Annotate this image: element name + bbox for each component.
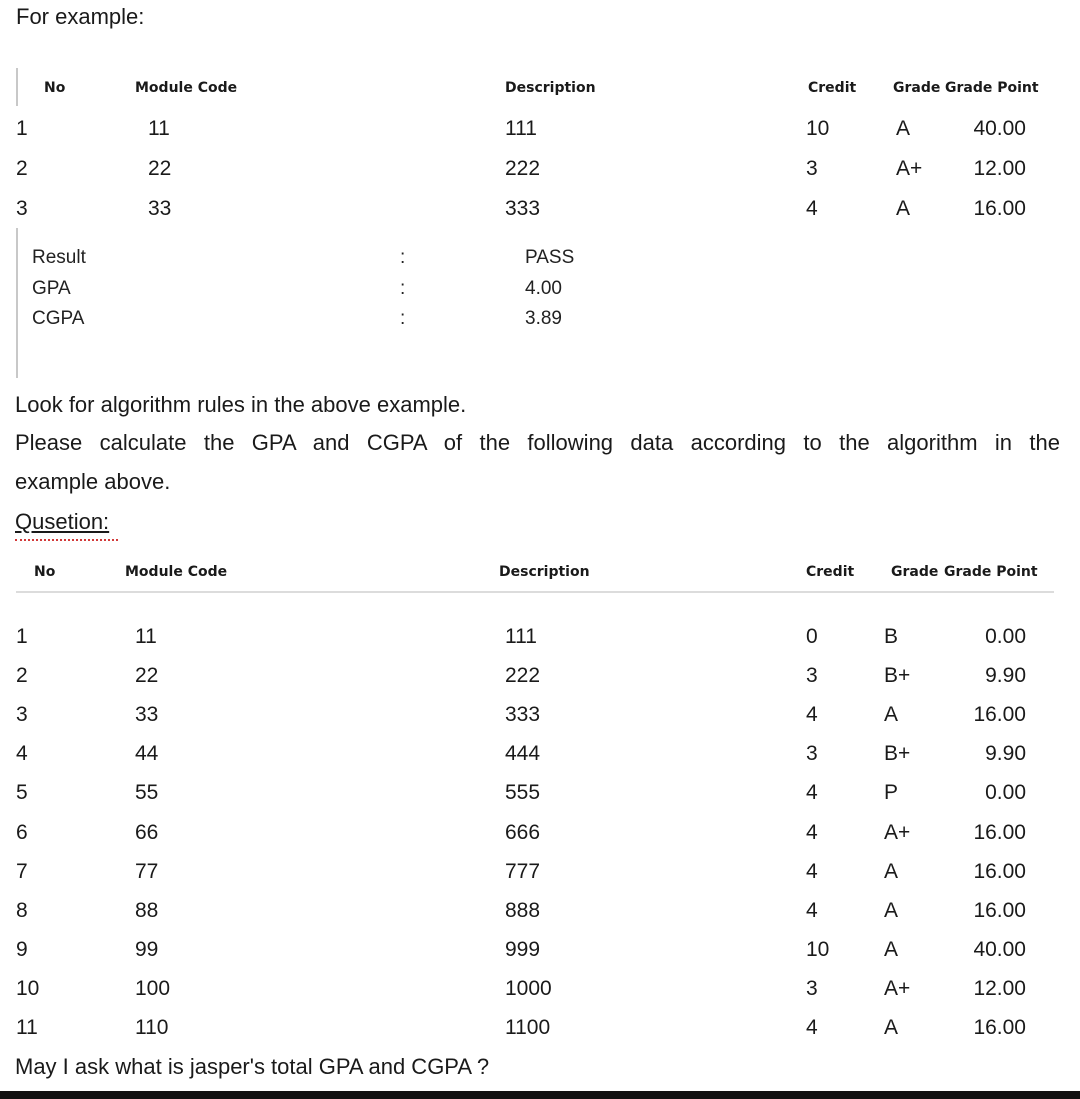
row-description: 222 bbox=[505, 664, 541, 687]
header-grade-point: Grade Point bbox=[944, 564, 1038, 580]
row-grade-point: 40.00 bbox=[973, 117, 1026, 140]
row-description: 222 bbox=[505, 157, 541, 180]
header-credit: Credit bbox=[808, 80, 857, 96]
row-no: 11 bbox=[16, 1016, 38, 1039]
row-module-code: 22 bbox=[135, 664, 159, 687]
row-description: 555 bbox=[505, 781, 541, 804]
row-module-code: 88 bbox=[135, 899, 159, 922]
instruction-line-2: Please calculate the GPA and CGPA of the following data according to the algorithm in the bbox=[15, 430, 1060, 455]
result-value: PASS bbox=[525, 247, 575, 268]
row-grade-point: 16.00 bbox=[973, 899, 1026, 922]
row-no: 1 bbox=[16, 117, 28, 140]
instruction-line-1: Look for algorithm rules in the above example. bbox=[15, 392, 467, 417]
row-description: 777 bbox=[505, 860, 541, 883]
row-credit: 10 bbox=[806, 117, 830, 140]
row-module-code: 33 bbox=[135, 703, 159, 726]
row-grade-point: 12.00 bbox=[973, 977, 1026, 1000]
row-no: 5 bbox=[16, 781, 28, 804]
row-no: 3 bbox=[16, 197, 28, 220]
header-module-code: Module Code bbox=[125, 564, 228, 580]
row-grade: P bbox=[884, 781, 899, 804]
result-label: GPA bbox=[32, 278, 71, 299]
row-no: 7 bbox=[16, 860, 28, 883]
row-grade: A bbox=[884, 860, 899, 883]
row-no: 6 bbox=[16, 821, 28, 844]
result-value: 3.89 bbox=[525, 308, 562, 329]
row-grade-point: 12.00 bbox=[973, 157, 1026, 180]
result-colon: : bbox=[400, 308, 406, 329]
row-grade-point: 16.00 bbox=[973, 197, 1026, 220]
closing-question: May I ask what is jasper's total GPA and CGPA ? bbox=[15, 1054, 490, 1079]
results-left-rule bbox=[16, 228, 18, 378]
row-description: 111 bbox=[505, 117, 537, 140]
row-grade: B bbox=[884, 625, 899, 648]
row-no: 4 bbox=[16, 742, 28, 765]
row-no: 2 bbox=[16, 157, 28, 180]
row-description: 1100 bbox=[505, 1016, 551, 1039]
row-module-code: 11 bbox=[135, 625, 157, 648]
header-description: Description bbox=[499, 564, 590, 580]
row-module-code: 66 bbox=[135, 821, 159, 844]
row-module-code: 110 bbox=[135, 1016, 169, 1039]
row-credit: 4 bbox=[806, 781, 818, 804]
row-module-code: 77 bbox=[135, 860, 159, 883]
row-credit: 3 bbox=[806, 157, 818, 180]
row-module-code: 22 bbox=[148, 157, 172, 180]
bottom-edge-bar bbox=[0, 1091, 1080, 1099]
row-grade: A+ bbox=[884, 821, 911, 844]
row-module-code: 99 bbox=[135, 938, 159, 961]
header-no: No bbox=[44, 80, 66, 96]
header-grade: Grade bbox=[893, 80, 941, 96]
row-no: 2 bbox=[16, 664, 28, 687]
header-grade: Grade bbox=[891, 564, 939, 580]
row-credit: 4 bbox=[806, 899, 818, 922]
header-description: Description bbox=[505, 80, 596, 96]
row-description: 888 bbox=[505, 899, 541, 922]
row-grade-point: 16.00 bbox=[973, 703, 1026, 726]
row-credit: 0 bbox=[806, 625, 818, 648]
row-module-code: 100 bbox=[135, 977, 171, 1000]
row-grade: B+ bbox=[884, 664, 911, 687]
row-credit: 3 bbox=[806, 664, 818, 687]
row-credit: 4 bbox=[806, 860, 818, 883]
row-description: 333 bbox=[505, 197, 541, 220]
row-grade-point: 0.00 bbox=[985, 625, 1026, 648]
row-grade: A bbox=[884, 899, 899, 922]
result-label: Result bbox=[32, 247, 86, 268]
row-no: 3 bbox=[16, 703, 28, 726]
result-label: CGPA bbox=[32, 308, 85, 329]
row-grade: A+ bbox=[884, 977, 911, 1000]
row-grade: A bbox=[884, 938, 899, 961]
row-credit: 3 bbox=[806, 977, 818, 1000]
row-grade: A bbox=[884, 1016, 899, 1039]
row-module-code: 55 bbox=[135, 781, 159, 804]
row-grade: A bbox=[884, 703, 899, 726]
header-grade-point: Grade Point bbox=[945, 80, 1039, 96]
row-grade-point: 16.00 bbox=[973, 1016, 1026, 1039]
row-grade: A bbox=[896, 117, 911, 140]
intro-text: For example: bbox=[16, 4, 145, 29]
row-credit: 4 bbox=[806, 197, 818, 220]
question-header-rule bbox=[16, 591, 1054, 593]
row-description: 111 bbox=[505, 625, 537, 648]
result-value: 4.00 bbox=[525, 278, 562, 299]
row-credit: 10 bbox=[806, 938, 830, 961]
row-grade: B+ bbox=[884, 742, 911, 765]
row-description: 1000 bbox=[505, 977, 552, 1000]
result-colon: : bbox=[400, 247, 406, 268]
row-no: 9 bbox=[16, 938, 28, 961]
spellcheck-squiggle bbox=[15, 535, 118, 541]
question-label: Qusetion: bbox=[15, 509, 110, 534]
row-module-code: 33 bbox=[148, 197, 172, 220]
row-grade-point: 16.00 bbox=[973, 821, 1026, 844]
row-module-code: 44 bbox=[135, 742, 159, 765]
header-credit: Credit bbox=[806, 564, 855, 580]
row-grade-point: 16.00 bbox=[973, 860, 1026, 883]
row-no: 8 bbox=[16, 899, 28, 922]
header-module-code: Module Code bbox=[135, 80, 238, 96]
row-credit: 3 bbox=[806, 742, 818, 765]
row-no: 10 bbox=[16, 977, 40, 1000]
row-grade: A+ bbox=[896, 157, 923, 180]
result-colon: : bbox=[400, 278, 406, 299]
row-description: 999 bbox=[505, 938, 541, 961]
row-description: 333 bbox=[505, 703, 541, 726]
row-module-code: 11 bbox=[148, 117, 170, 140]
example-left-rule bbox=[16, 68, 18, 106]
row-credit: 4 bbox=[806, 821, 818, 844]
row-no: 1 bbox=[16, 625, 28, 648]
row-grade-point: 0.00 bbox=[985, 781, 1026, 804]
row-description: 666 bbox=[505, 821, 541, 844]
row-grade: A bbox=[896, 197, 911, 220]
row-grade-point: 40.00 bbox=[973, 938, 1026, 961]
instruction-line-3: example above. bbox=[15, 469, 171, 494]
row-grade-point: 9.90 bbox=[985, 742, 1026, 765]
row-grade-point: 9.90 bbox=[985, 664, 1026, 687]
row-description: 444 bbox=[505, 742, 541, 765]
row-credit: 4 bbox=[806, 703, 818, 726]
header-no: No bbox=[34, 564, 56, 580]
row-credit: 4 bbox=[806, 1016, 818, 1039]
